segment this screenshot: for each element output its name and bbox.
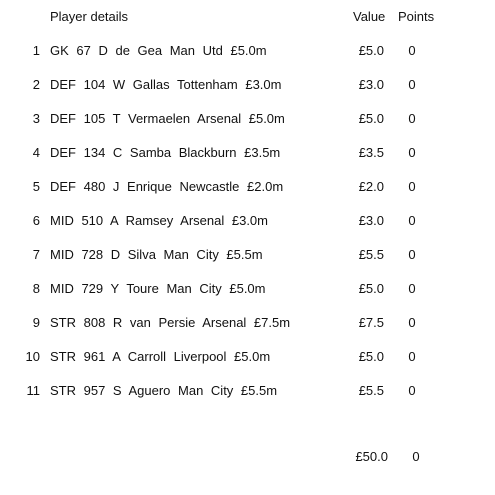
player-row	[0, 315, 495, 331]
player-points: 0	[408, 43, 416, 58]
player-row	[0, 145, 495, 161]
player-details: MID 729 Y Toure Man City £5.0m	[50, 281, 266, 296]
player-number: 5	[32, 179, 40, 194]
player-details: DEF 104 W Gallas Tottenham £3.0m	[50, 77, 282, 92]
player-value: £5.0	[358, 111, 384, 126]
player-value: £5.0	[358, 349, 384, 364]
player-number: 1	[32, 43, 40, 58]
player-number: 10	[25, 349, 40, 364]
player-details: DEF 105 T Vermaelen Arsenal £5.0m	[50, 111, 285, 126]
player-row	[0, 213, 495, 229]
player-value: £3.0	[358, 77, 384, 92]
player-row	[0, 383, 495, 399]
player-points: 0	[408, 145, 416, 160]
player-number: 7	[32, 247, 40, 262]
header-points: Points	[398, 9, 435, 24]
player-number: 3	[32, 111, 40, 126]
player-points: 0	[408, 179, 416, 194]
player-value: £7.5	[358, 315, 384, 330]
player-number: 11	[26, 383, 40, 398]
player-details: DEF 480 J Enrique Newcastle £2.0m	[50, 179, 284, 194]
header-value: Value	[353, 9, 386, 24]
player-points: 0	[408, 247, 416, 262]
player-value: £2.0	[358, 179, 384, 194]
player-number: 8	[32, 281, 40, 296]
player-points: 0	[408, 281, 416, 296]
total-value: £50.0	[355, 449, 388, 464]
player-details: STR 961 A Carroll Liverpool £5.0m	[50, 349, 271, 364]
player-details: STR 808 R van Persie Arsenal £7.5m	[50, 315, 291, 330]
player-details: STR 957 S Aguero Man City £5.5m	[50, 383, 278, 398]
player-points: 0	[408, 77, 416, 92]
player-value: £5.5	[358, 247, 384, 262]
player-row	[0, 111, 495, 127]
player-details: DEF 134 C Samba Blackburn £3.5m	[50, 145, 281, 160]
player-points: 0	[408, 383, 416, 398]
player-value: £5.0	[358, 281, 384, 296]
player-number: 4	[32, 145, 40, 160]
player-details: MID 510 A Ramsey Arsenal £3.0m	[50, 213, 268, 228]
player-number: 6	[32, 213, 40, 228]
player-details: MID 728 D Silva Man City £5.5m	[50, 247, 263, 262]
player-row	[0, 77, 495, 93]
player-row	[0, 179, 495, 195]
player-row	[0, 43, 495, 59]
header-player-details: Player details	[50, 9, 129, 24]
player-points: 0	[408, 213, 416, 228]
player-points: 0	[408, 111, 416, 126]
player-row	[0, 247, 495, 263]
player-value: £3.0	[358, 213, 384, 228]
player-number: 2	[32, 77, 40, 92]
total-points: 0	[412, 449, 420, 464]
player-row	[0, 281, 495, 297]
player-points: 0	[408, 315, 416, 330]
player-points: 0	[408, 349, 416, 364]
player-row	[0, 349, 495, 365]
player-details: GK 67 D de Gea Man Utd £5.0m	[50, 43, 267, 58]
player-value: £5.0	[358, 43, 384, 58]
player-value: £3.5	[358, 145, 384, 160]
player-value: £5.5	[358, 383, 384, 398]
player-number: 9	[32, 315, 40, 330]
